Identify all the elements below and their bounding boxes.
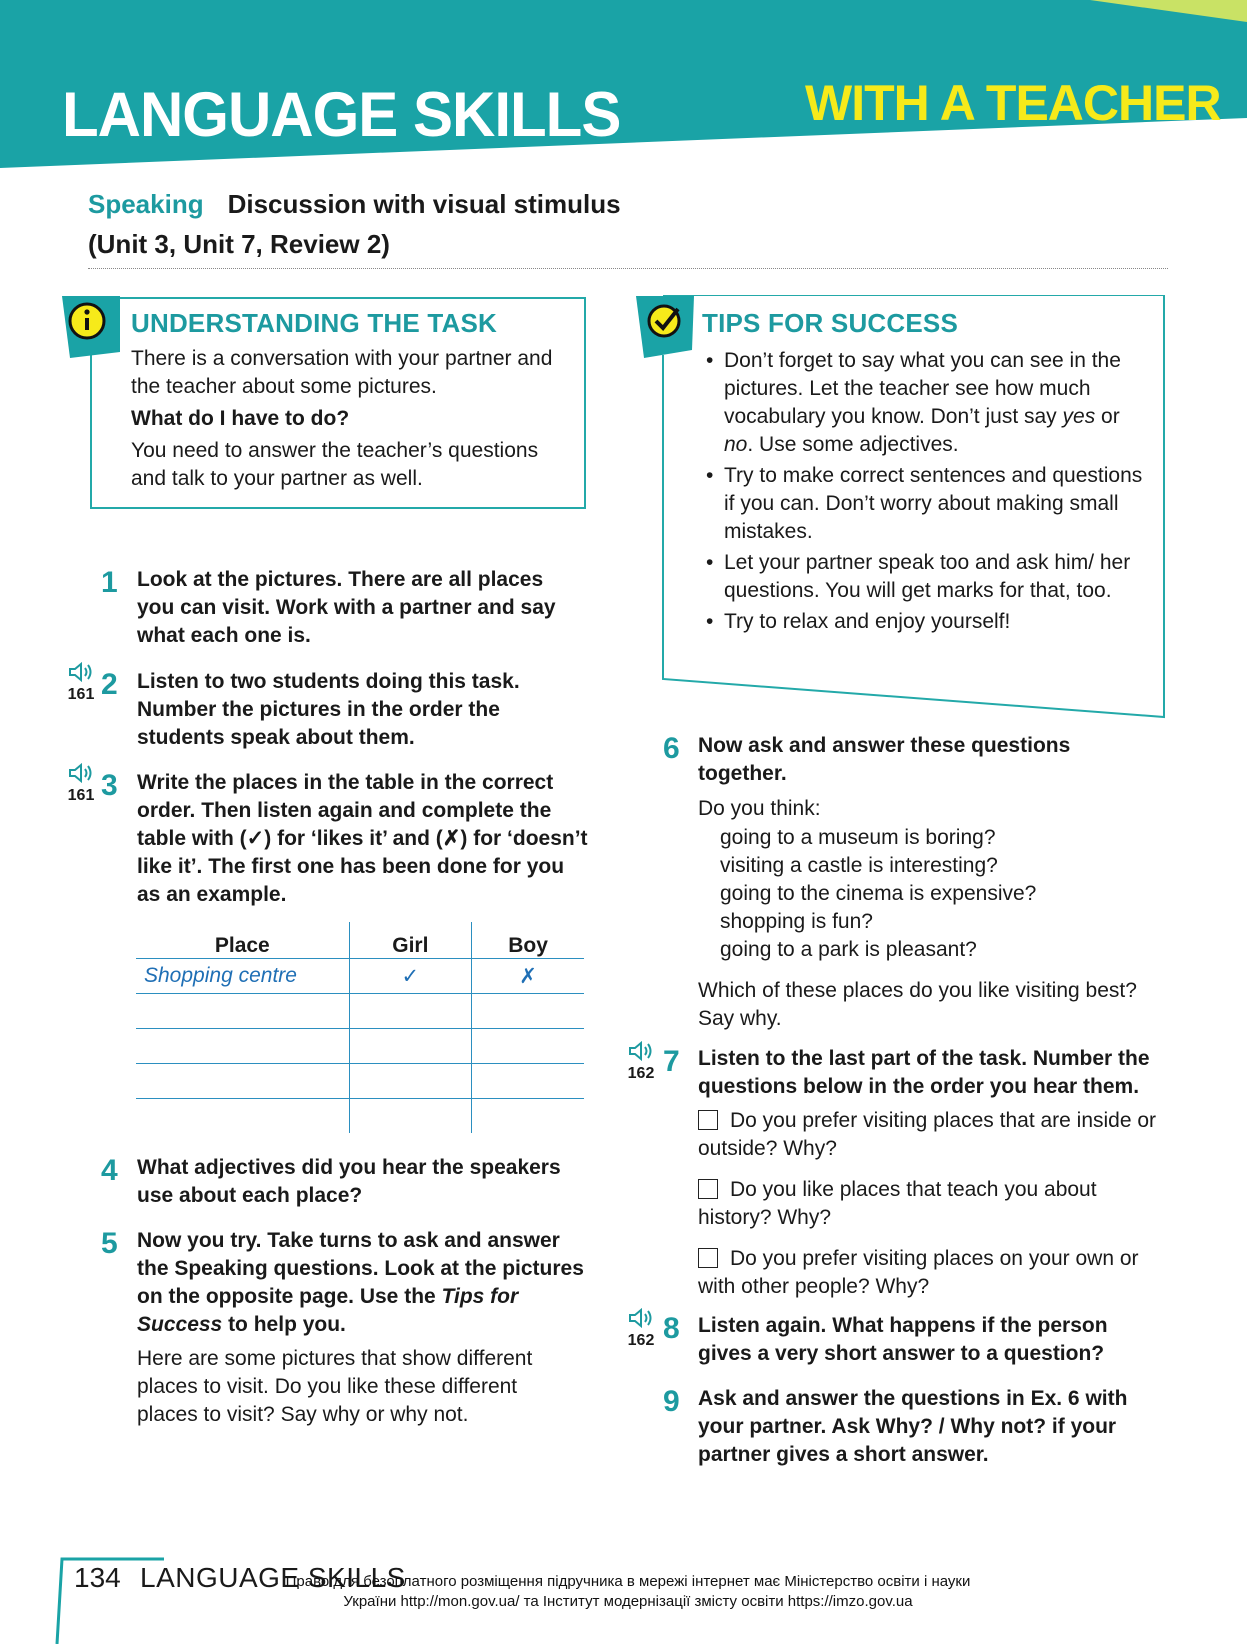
speaker-icon <box>68 662 94 682</box>
exercise-7-question: Do you like places that teach you about history? Why? <box>698 1178 1097 1229</box>
question-item: visiting a castle is interesting? <box>720 854 998 877</box>
speaker-icon <box>628 1308 654 1328</box>
audio-track-number: 161 <box>67 787 95 804</box>
table-cell[interactable] <box>349 1029 472 1064</box>
exercise-number: 4 <box>101 1154 118 1187</box>
exercise-9-instruction: Ask and answer the questions in Ex. 6 with your partner. Ask Why? / Why not? if your partner gives a short answer. <box>698 1387 1128 1466</box>
table-cell[interactable] <box>136 1064 349 1099</box>
footer-label: LANGUAGE SKILLS <box>140 1562 406 1593</box>
column-header: Boy <box>472 922 584 959</box>
exercise-7-instruction: Listen to the last part of the task. Number the questions below in the order you hear them. <box>698 1047 1150 1098</box>
table-cell[interactable] <box>349 1064 472 1099</box>
audio-track[interactable] <box>623 1308 659 1349</box>
tips-list <box>702 347 1154 636</box>
table-cell[interactable] <box>136 994 349 1029</box>
divider <box>88 268 1168 269</box>
understanding-text: There is a conversation with your partner and the teacher about some pictures. <box>131 347 553 398</box>
exercise-6-items <box>720 824 1120 964</box>
exercise-2-instruction: Listen to two students doing this task. Number the pictures in the order the students speak about them. <box>137 670 520 749</box>
exercise-number: 9 <box>663 1385 680 1418</box>
exercise-6-instruction: Now ask and answer these questions together. <box>698 734 1071 785</box>
task-label: Discussion with visual stimulus <box>227 189 621 219</box>
table-cell[interactable] <box>472 1099 584 1134</box>
check-badge-icon <box>636 296 698 358</box>
table-cell[interactable] <box>136 1099 349 1134</box>
copyright-note: Право для безоплатного розміщення підручника в мережі інтернет має Міністерство освіти і науки України http://mon.gov.ua/ та Інститут модернізації змісту освіти https://imzo.gov.ua <box>285 1573 971 1610</box>
table-row <box>136 994 584 1029</box>
table-row <box>136 959 584 994</box>
audio-track[interactable] <box>63 662 99 703</box>
question-item: going to a park is pleasant? <box>720 938 977 961</box>
table-cell[interactable] <box>472 994 584 1029</box>
exercise-7-question: Do you prefer visiting places on your own or with other people? Why? <box>698 1247 1139 1298</box>
audio-track-number: 162 <box>627 1065 655 1082</box>
audio-track[interactable] <box>623 1041 659 1082</box>
question-item: going to a museum is boring? <box>720 826 996 849</box>
units-label: (Unit 3, Unit 7, Review 2) <box>88 229 390 259</box>
skill-label: Speaking <box>88 189 204 219</box>
exercise-1-instruction: Look at the pictures. There are all places you can visit. Work with a partner and say what each one is. <box>137 568 556 647</box>
checkbox[interactable] <box>698 1248 718 1268</box>
exercise-3-instruction: Write the places in the table in the correct order. Then listen again and complete the table with (✓) for ‘likes it’ and (✗) for ‘doesn’t like it’. The first one has been done for you as an example. <box>137 771 588 906</box>
exercise-6-followup: Which of these places do you like visiting best? Say why. <box>698 979 1137 1030</box>
exercise-7-question: Do you prefer visiting places that are inside or outside? Why? <box>698 1109 1157 1160</box>
tip-item: • Try to make correct sentences and questions if you can. Don’t worry about making small mistakes. <box>702 462 1154 546</box>
table-cell[interactable] <box>472 1064 584 1099</box>
exercise-number: 8 <box>663 1312 680 1345</box>
understanding-answer: You need to answer the teacher’s questions and talk to your partner as well. <box>131 439 539 490</box>
page-number: 134 <box>74 1562 121 1593</box>
table-row <box>136 1029 584 1064</box>
understanding-heading: UNDERSTANDING THE TASK <box>131 308 497 338</box>
table-cell[interactable] <box>136 1029 349 1064</box>
understanding-question: What do I have to do? <box>131 407 350 430</box>
section-heading <box>88 184 688 264</box>
exercise-number: 7 <box>663 1045 680 1078</box>
speaker-icon <box>628 1041 654 1061</box>
exercise-number: 3 <box>101 769 118 802</box>
question-item: going to the cinema is expensive? <box>720 882 1037 905</box>
audio-track-number: 162 <box>627 1332 655 1349</box>
tips-content <box>702 308 1154 639</box>
table-cell[interactable] <box>472 1029 584 1064</box>
exercise-number: 1 <box>101 566 118 599</box>
table-row <box>136 1099 584 1134</box>
exercise-8-instruction: Listen again. What happens if the person gives a very short answer to a question? <box>698 1314 1108 1365</box>
exercise-5-prompt: Here are some pictures that show different places to visit. Do you like these different places to visit? Say why or why not. <box>137 1347 533 1426</box>
answer-table <box>136 922 584 1133</box>
audio-track-number: 161 <box>67 686 95 703</box>
table-row <box>136 1064 584 1099</box>
tip-item: • Let your partner speak too and ask him/ her questions. You will get marks for that, too. <box>702 549 1154 605</box>
table-cell[interactable] <box>349 1099 472 1134</box>
page-subtitle: WITH A TEACHER <box>805 75 1221 131</box>
table-cell[interactable] <box>349 994 472 1029</box>
understanding-content <box>131 308 571 493</box>
tip-item: • Don’t forget to say what you can see in the pictures. Let the teacher see how much vocabulary you know. Don’t just say yes or no. Use some adjectives. <box>702 347 1154 459</box>
tips-heading: TIPS FOR SUCCESS <box>702 308 959 338</box>
checkbox[interactable] <box>698 1179 718 1199</box>
page-title: LANGUAGE SKILLS <box>62 79 621 150</box>
audio-track[interactable] <box>63 763 99 804</box>
speaker-icon <box>68 763 94 783</box>
exercise-6-intro: Do you think: <box>698 797 821 820</box>
checkbox[interactable] <box>698 1110 718 1130</box>
column-header: Girl <box>349 922 472 959</box>
tip-item: • Try to relax and enjoy yourself! <box>702 608 1154 636</box>
exercise-5-instruction: Now you try. Take turns to ask and answer the Speaking questions. Look at the pictures on the opposite page. Use the Tips for Success to help you. <box>137 1229 584 1336</box>
info-icon <box>60 296 122 358</box>
question-item: shopping is fun? <box>720 910 873 933</box>
table-cell[interactable]: Shopping centre <box>136 959 349 994</box>
exercise-number: 6 <box>663 732 680 765</box>
table-cell[interactable]: ✗ <box>472 959 584 994</box>
exercise-number: 2 <box>101 668 118 701</box>
exercise-number: 5 <box>101 1227 118 1260</box>
exercise-4-instruction: What adjectives did you hear the speakers use about each place? <box>137 1156 561 1207</box>
table-cell[interactable]: ✓ <box>349 959 472 994</box>
column-header: Place <box>136 922 349 959</box>
